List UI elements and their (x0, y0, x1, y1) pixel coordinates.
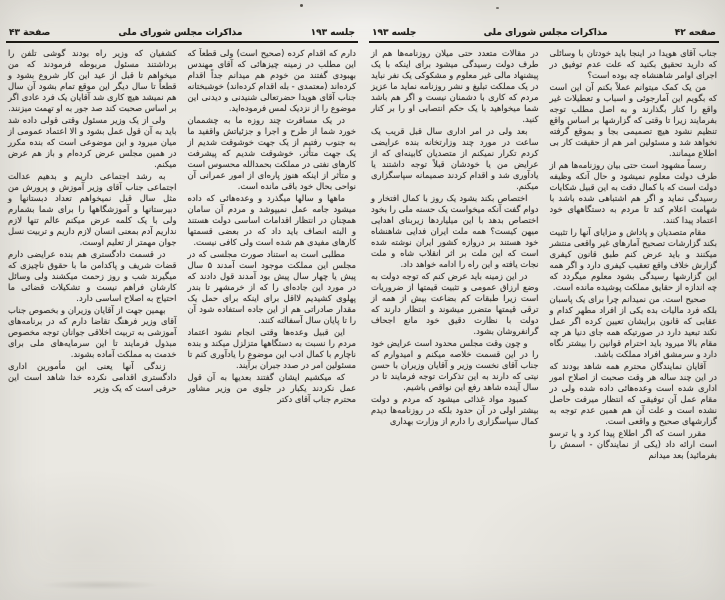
text-paragraph: کمبود مواد غذائی میشود که مردم و دولت بیشتر اولی در آن حدود بلکه در روزنامه‌ها دیدم کمال سپاسگزاری را دارم از وزارت بهداری (371, 394, 539, 426)
text-paragraph: که میکشیم ایشان گفتند بعدیها به آن قول عمل نکردند یکبار در جلوی من وزیر مشاور محترم جناب آقای دکتر (187, 372, 356, 404)
text-paragraph: بهمین جهت از آقایان وزیران و بخصوص جناب آقای وزیر فرهنگ تقاضا دارم که در برنامه‌های آموزشی به تربیت اخلاقی جوانان توجه مخصوص مبذول فرمایند تا این سرمایه‌های ملی برای خدمت به مملکت آماده بشوند. (8, 305, 177, 359)
text-paragraph: ماهها و سالها میگذرد و وعده‌هائی که داده میشود جامه عمل نمیپوشد و مردم آن سامان همچنان در انتظار اقدامات اساسی دولت هستند و البته انصاف باید داد که در بعضی قسمتها کارهای مفیدی هم شده است ولی کافی نیست. (187, 193, 356, 247)
text-column-left (8, 48, 177, 578)
text-column-right (188, 48, 357, 578)
page-43 (6, 28, 358, 578)
page-body (6, 48, 358, 578)
text-column-left (371, 48, 539, 578)
text-paragraph: مقام متصدیان و پاداش و مزایای آنها را تثبیت بکند گزارشات تصحیح آمارهای غیر واقعی منتشر میکنند و باید عرض کنم طبق قانون کیفری گزارش خلاف واقع تعقیب کیفری دارد و اگر همه این گزارشها رسیدگی بشود معلوم میگردد که چه اندازه از حقایق مملکت پوشیده مانده است. (549, 227, 717, 292)
running-title: مذاکرات مجلس شورای ملی (118, 28, 243, 38)
page-number-label: صفحه ۴۲ (674, 28, 716, 38)
running-title: مذاکرات مجلس شورای ملی (483, 28, 608, 38)
page-number-label: صفحة ۴۳ (9, 28, 51, 38)
session-label: جلسه ۱۹۳ (310, 28, 355, 38)
text-paragraph: در قسمت دادگستری هم بنده عرایضی دارم قضات شریف و پاکدامن ما با حقوق ناچیزی که میگیرند شب و روز زحمت میکشند ولی وسائل کارشان فراهم نیست و تشکیلات قضائی ما احتیاج به اصلاح اساسی دارد. (8, 249, 177, 303)
text-paragraph: مقرر است که اگر اطلاع پیدا کرد و یا ترسو است ارائه داد (یکی از نمایندگان - اسمش را بفرمائید) بعد میدانم (549, 428, 717, 460)
text-paragraph: این قبیل وعده‌ها وقتی انجام نشود اعتماد مردم را نسبت به دستگاهها متزلزل میکند و بنده ناچارم با کمال ادب این موضوع را یادآوری کنم تا مسئولین امر در صدد جبران برآیند. (187, 327, 356, 370)
text-paragraph: کشفیان که وزیر راه بودند گوشی تلفن را برداشتند مسئول مربوطه فرمودند که من میخواهم تا قبل از عید این کار شروع بشود و قطعاً تا سال دیگر این موقع تمام بشود آن سال هم نمیشد هیچ کاری شد آقایان یک فرد عادی اگر بر اساس صحبت کند صد جور به او تهمت میزنند. (8, 48, 177, 113)
scan-speck (300, 4, 303, 7)
text-paragraph: بعد ولی در امر اداری سال قبل قریب یک ساعت در مورد چند وزارتخانه بنده عرایضی کردم تکرار نمیکنم از متصدیان کابینه‌ای که از عرایض من یا خودشان قبلاً توجه داشتند یا یادآوری شد و اقدام کردند صمیمانه سپاسگزاری میکنم. (371, 126, 539, 191)
page-header (6, 28, 358, 43)
text-paragraph: صحیح است. من نمیدانم چرا برای یک پاسبان بلکه فرد مالیات بده یکی از افراد مطهر کدام و عقابی که قانون برایشان تعیین کرده اگر عمل نکند تبعید دارد در صورتیکه همه جای دنیا هر چه مقام بالا میرود باید احترام قوانین را بیشتر نگاه دارد و سرمشق افراد مملکت باشد. (549, 294, 717, 359)
text-paragraph: آقایان نمایندگان محترم همه شاهد بودند که در این چند ساله هر وقت صحبت از اصلاح امور اداری شده است وعده‌هائی داده شده ولی در مقام عمل آن توفیقی که انتظار میرفت حاصل نشده است و علت آن هم همین عدم توجه به گزارشهای صحیح و واقعی است. (549, 361, 717, 426)
scan-smudge (40, 580, 160, 590)
scan-speck (496, 7, 499, 9)
text-paragraph: مطلبی است به استناد صورت مجلسی که در مجلس این مملکت موجود است آمدند ۵ سال پیش یا چهار سال پیش بود آمدند قول دادند که در مورد این جاده‌ای را که از خرمشهر تا بندر پهلوی کشیدیم لااقل برای اینکه برای حمل یک مقدار صادراتی هم از این جاده استفاده شود آن را تا پایان سال آسفالته کنند. (187, 249, 356, 325)
page-42 (369, 28, 719, 578)
text-paragraph: در یک مسافرت چند روزه ما به چشممان خورد شما از طرح و اجرا و جزئیاتش واقفید ما به جنوب رفتیم از یک جهت خوشوقت شدیم از یک جهت متأثر، خوشوقت شدیم که پیشرفت کارهای نفتی در مملکت بحمدالله محسوس است و متأثر از اینکه هنوز پاره‌ای از امور عمرانی آن نواحی بحال خود باقی مانده است. (187, 115, 356, 191)
text-paragraph: اختصاص بکند بشود یک روز با کمال افتخار و دوام گفت آنکه میخواست یک حسنه ملی را بخود اختصاص بدهد با این میلیاردها زیربنای اهدایی میهن کیست؟ همه ملت ایران فدایی شاهنشاه خود هستند بر دروازه کشور ایران نوشته شده است که این ملت بر اثر انقلاب شاه و ملت نجات یافته و این راه را ادامه خواهد داد. (371, 193, 539, 269)
text-paragraph: ولی از یک وزیر مسئول وقتی قولی داده شد باید به آن قول عمل بشود و الا اعتماد عمومی از میان میرود و این موضوعی است که بنده مکرر در همین مجلس عرض کرده‌ام و باز هم عرض میکنم. (8, 115, 177, 169)
text-paragraph: در این زمینه باید عرض کنم که توجه دولت به وضع ارزاق عمومی و تثبیت قیمتها از ضروریات است زیرا طبقات کم بضاعت بیش از همه از ترقی قیمتها متضرر میشوند و انتظار دارند که دولت با نظارت دقیق خود مانع اجحاف گرانفروشان بشود. (371, 271, 539, 336)
text-paragraph: در مقالات متعدد حتی میلان روزنامه‌ها هم از طرف دولت رسیدگی میشود برای اینکه با یک پیشنهاد مالی غیر معلوم و مشکوکی یک نفر نباید در یک مملکت تبلیغ و نشر روزنامه نماید ما عزیز مردم که کاری با دشمنان نیست و اگر هم باشد شما میخواهید با یک حکم انتصابی او را بر کنار کنید. (371, 48, 539, 124)
session-label: جلسه ۱۹۳ (372, 28, 417, 38)
text-paragraph: دارم که اقدام کرده (صحیح است) ولی قطعاً که این مطلب در زمینه چیزهائی که آقای مهندس بهبودی گفتند من خودم هم میدانم جداً اقدام کرده‌اند (معتمدی - بله اقدام کرده‌اند) خوشبختانه جناب آقای هویدا حضرتعالی شنیدنی و دیدنی این موضوع را از نزدیک لمس فرموده‌اید. (187, 48, 356, 113)
text-paragraph: زندگی آنها یعنی این مأمورین اداری دادگستری اقدامی نکرده خدا شاهد است این حرفی است که یک وزیر (8, 361, 177, 393)
text-paragraph: و چون وقت مجلس محدود است عرایض خود را در این قسمت خلاصه میکنم و امیدوارم که جناب آقای نخست وزیر و آقایان وزیران با حسن نیتی که دارند به این تذکرات توجه فرمایند تا در سال آینده شاهد رفع این نواقص باشیم. (371, 338, 539, 392)
text-paragraph: جناب آقای هویدا در اینجا باید خودتان با وسائلی که دارید تحقیق بکنید که علت عدم توفیق در اجرای اوامر شاهنشاه چه بوده است؟ (549, 48, 717, 80)
page-header (369, 28, 719, 43)
text-paragraph: به رشد اجتماعی داریم و بدهیم عدالت اجتماعی جناب آقای وزیر آموزش و پرورش من مثل سال قبل نمیخواهم تعداد دبستانها و دبیرستانها و آموزشگاهها را برای شما بشمارم ولی با یک کلمه عرض میکنم عالم تنها لازم نداریم آدم بمعنی انسان لازم داریم و تربیت نسل جوان مهمتر از تعلیم اوست. (8, 171, 177, 247)
page-body (369, 48, 719, 578)
text-paragraph: رسماً مشهود است حتی بیان روزنامه‌ها هم از طرف دولت معلوم نمیشود و حال آنکه وظیفه دولت است که با کمال دقت به این قبیل شکایات رسیدگی نماید و اگر هم اشتباهی شده باشد با شهامت اعلام کند تا مردم به دستگاههای خود اعتماد پیدا کنند. (549, 160, 717, 225)
text-paragraph: من یک کمک میتوانم عملاً بکنم آن این است که بگویم این آمارجوئی و اسباب و تعطیلات غیر واقع را کنار بگذارند و به اصل مطلب توجه بفرمایند زیرا تا وقتی که گزارشها بر اساس واقع تنظیم نشود هیچ تصمیمی بجا و بموقع گرفته نخواهد شد و مسئولین امر هم از حقیقت کار بی اطلاع میمانند. (549, 82, 717, 158)
text-column-right (550, 48, 718, 578)
